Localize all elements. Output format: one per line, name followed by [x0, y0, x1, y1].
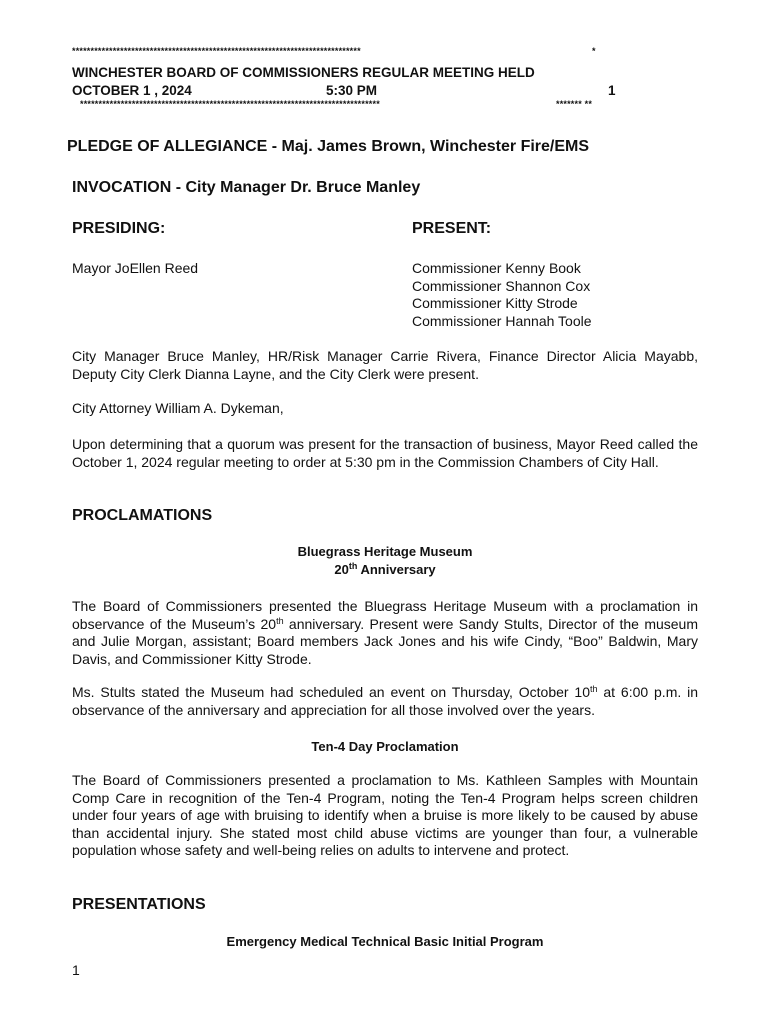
quorum-paragraph: Upon determining that a quorum was present for the transaction of business, Mayor Reed called the October 1, 2024 regular meeting to order at 5:30 pm in the Commission Chambers of City Hall. [72, 436, 698, 470]
museum-title: Bluegrass Heritage Museum [297, 544, 473, 559]
invocation-heading: INVOCATION - City Manager Dr. Bruce Manley [72, 179, 421, 196]
header-stars-bottom-right: ******* ** [556, 99, 593, 109]
presiding-heading: PRESIDING: [72, 220, 166, 237]
footer-page-number: 1 [72, 962, 80, 978]
presiding-name: Mayor JoEllen Reed [72, 260, 199, 276]
present-members-list [412, 260, 692, 330]
attorney-paragraph: City Attorney William A. Dykeman, [72, 400, 284, 416]
staff-present-paragraph: City Manager Bruce Manley, HR/Risk Manager Carrie Rivera, Finance Director Alicia Mayabb, Deputy City Clerk Dianna Layne, and the City Clerk were present. [72, 348, 698, 382]
header-time: 5:30 PM [326, 83, 378, 98]
header-stars-top: ****************************************************************************** [72, 46, 361, 56]
presentations-heading: PRESENTATIONS [72, 896, 206, 913]
museum-subtitle: 20th Anniversary [334, 561, 436, 577]
museum-paragraph-2: Ms. Stults stated the Museum had scheduled an event on Thursday, October 10th at 6:00 p.m. in observance of the anniversary and appreciation for all those involved over the years. [72, 684, 698, 718]
pledge-heading: PLEDGE OF ALLEGIANCE - Maj. James Brown, Winchester Fire/EMS [67, 138, 590, 155]
present-member: Commissioner Shannon Cox [412, 277, 591, 294]
present-member: Commissioner Kenny Book [412, 260, 581, 276]
header-stars-bottom: ********************************************************************************* [80, 99, 380, 109]
header-date: OCTOBER 1 , 2024 [72, 83, 192, 98]
proclamations-heading: PROCLAMATIONS [72, 507, 213, 524]
ten4-title: Ten-4 Day Proclamation [311, 739, 459, 754]
present-heading: PRESENT: [412, 220, 492, 237]
header-title: WINCHESTER BOARD OF COMMISSIONERS REGULAR MEETING HELD [72, 65, 535, 80]
present-member: Commissioner Hannah Toole [412, 312, 592, 329]
ten4-paragraph: The Board of Commissioners presented a proclamation to Ms. Kathleen Samples with Mountain Comp Care in recognition of the Ten-4 Program, noting the Ten-4 Program helps screen children under four years of age with bruising to identify when a bruise is more likely to be caused by abuse than accidental injury. She stated most child abuse victims are younger than four, a vulnerable population whose safety and well-being relies on adults to intervene and protect. [72, 772, 698, 858]
emt-program-title: Emergency Medical Technical Basic Initial Program [226, 934, 544, 949]
museum-paragraph-1: The Board of Commissioners presented the Bluegrass Heritage Museum with a proclamation in observance of the Museum’s 20th anniversary. Present were Sandy Stults, Director of the museum and Julie Morgan, assistant; Board members Jack Jones and his wife Cindy, “Boo” Baldwin, Mary Davis, and Commissioner Kitty Strode. [72, 598, 699, 667]
header-stars-top-right: * [592, 46, 596, 56]
header-page-number: 1 [608, 83, 616, 98]
present-member: Commissioner Kitty Strode [412, 295, 578, 311]
